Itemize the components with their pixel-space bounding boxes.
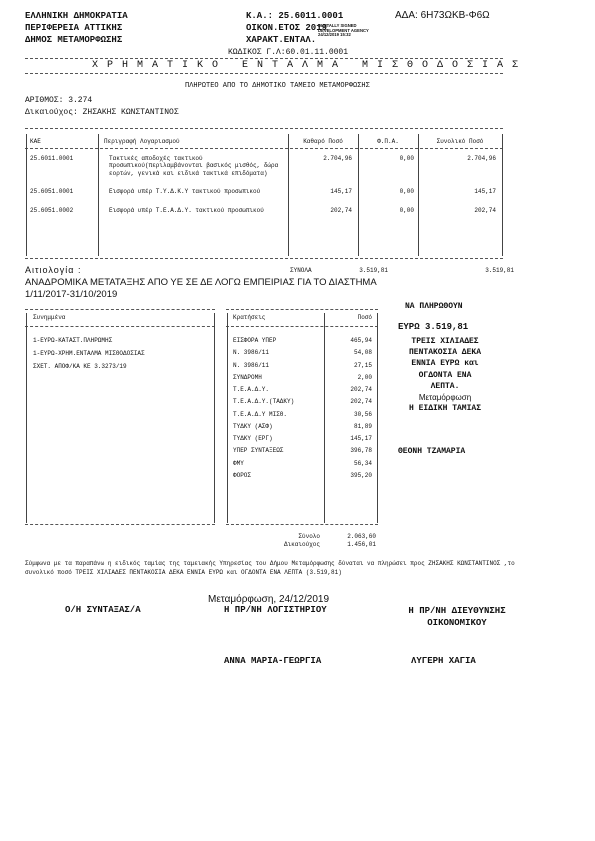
payable-words-line: ΠΕΝΤΑΚΟΣΙΑ ΔΕΚΑ xyxy=(408,348,481,358)
authority-line: ΠΕΡΙΦΕΡΕΙΑ ΑΤΤΙΚΗΣ xyxy=(25,23,123,33)
col-line xyxy=(214,313,215,523)
document-title: ΧΡΗΜΑΤΙΚΟ ΕΝΤΑΛΜΑ ΜΙΣΘΟΔΟΣΙΑΣ xyxy=(92,60,528,71)
payable-words-line: ΛΕΠΤΑ. xyxy=(430,381,460,391)
deduction-amount: 202,74 xyxy=(350,398,372,406)
table-top-border xyxy=(25,128,503,129)
deduction-amount: 30,56 xyxy=(353,410,372,418)
deduction-amount: 145,17 xyxy=(350,435,372,442)
authority-line: ΕΛΛΗΝΙΚΗ ΔΗΜΟΚΡΑΤΙΑ xyxy=(25,11,128,21)
col-line xyxy=(418,134,419,256)
deduction-name: ΣΥΝΔΡΟΜΗ xyxy=(233,373,262,381)
deduction-name: ΤΥΔΚΥ (ΕΡΓ) xyxy=(233,435,273,442)
deduction-name: ΥΠΕΡ ΣΥΝΤΑΞΕΩΣ xyxy=(233,447,284,455)
signature-composer: Ο/Η ΣΥΝΤΑΞΑΣ/Α xyxy=(65,605,141,615)
totals-label: ΣΥΝΟΛΑ xyxy=(290,267,312,274)
deduction-amount: 202,74 xyxy=(350,386,372,393)
stamp-line: DIGITALLY SIGNED xyxy=(318,23,357,28)
deduction-name: Τ.Ε.Α.Δ.Υ.(ΤΑΔΚΥ) xyxy=(233,398,295,406)
divider xyxy=(25,73,503,74)
payable-words-line: ΟΓΔΟΝΤΑ ΕΝΑ xyxy=(418,370,472,380)
col-line xyxy=(26,134,27,256)
col-line xyxy=(26,313,27,523)
deduction-amount: 2,00 xyxy=(357,373,372,381)
deduction-amount: 396,78 xyxy=(350,447,372,455)
header-vat: Φ.Π.Α. xyxy=(377,138,399,145)
authority-line: ΔΗΜΟΣ ΜΕΤΑΜΟΡΦΩΣΗΣ xyxy=(25,35,123,45)
total-cell: 145,17 xyxy=(474,188,496,195)
deduction-amount: 56,34 xyxy=(353,459,372,467)
payable-words xyxy=(390,336,500,414)
header-net: Καθαρό Ποσό xyxy=(303,138,343,145)
list-item: ΣΧΕΤ. ΑΠΟΦ/ΚΑ ΚΕ 3.3273/19 xyxy=(33,363,127,370)
dikaiouxos-label: Δικαιούχος xyxy=(283,541,320,548)
authority-block xyxy=(25,10,128,46)
ada-code: ΑΔΑ: 6Η73ΩΚΒ-Φ6Ω xyxy=(395,10,490,21)
header-total: Συνολικό Ποσό xyxy=(436,138,484,145)
ka-code: Κ.Α.: 25.6011.0001 xyxy=(246,11,344,21)
attachments-header: Συνημμένα xyxy=(33,314,66,321)
description-cell: Τακτικές αποδοχές τακτικού προσωπικού(περιλαμβάνονται βασικός μισθός, δώρα εορτών, γενικά και ειδικά τακτικά επιδόματα) xyxy=(109,155,279,177)
aitiologia-label: Αιτιολογία : xyxy=(25,265,82,275)
payable-words-line: ΤΡΕΙΣ ΧΙΛΙΑΔΕΣ xyxy=(411,337,479,346)
deductions-top-border xyxy=(226,309,378,310)
deduction-name: Τ.Ε.Α.Δ.Υ ΜΙΣΘ. xyxy=(233,410,288,418)
deductions-header-amount: Ποσό xyxy=(357,314,372,321)
net-cell: 145,17 xyxy=(330,188,352,195)
warrant-number: ΑΡΙΘΜΟΣ: 3.274 xyxy=(25,96,93,105)
deduction-name: ΤΥΔΚΥ (ΑΣΦ) xyxy=(233,422,273,430)
deduction-name: ΕΙΣΦΟΡΑ ΥΠΕΡ xyxy=(233,337,277,344)
net-cell: 2.704,96 xyxy=(323,155,352,162)
accounting-signer-name: ΑΝΝΑ ΜΑΡΙΑ-ΓΕΩΡΓΙΑ xyxy=(224,656,322,666)
deduction-name: Ν. 3986/11 xyxy=(233,349,270,357)
col-line xyxy=(358,134,359,256)
stamp-line: 24/12/2019 15:32 xyxy=(318,32,351,38)
net-cell: 202,74 xyxy=(330,207,352,214)
vat-cell: 0,00 xyxy=(399,155,414,162)
col-line xyxy=(377,313,378,523)
deductions-bottom-border xyxy=(226,524,378,525)
deduction-name: Τ.Ε.Α.Δ.Υ. xyxy=(233,386,270,393)
table-bottom-border xyxy=(25,258,503,259)
col-line xyxy=(502,134,503,256)
signature-accounting: Η ΠΡ/ΝΗ ΛΟΓΙΣΤΗΡΙΟΥ xyxy=(224,605,327,615)
kae-cell: 25.6051.0002 xyxy=(30,207,74,214)
description-cell: Εισφορά υπέρ Τ.Ε.Α.Δ.Υ. τακτικού προσωπικού xyxy=(109,207,264,214)
payable-from: ΠΛΗΡΩΤΕΟ ΑΠΟ ΤΟ ΔΗΜΟΤΙΚΟ ΤΑΜΕΙΟ ΜΕΤΑΜΟΡΦΩΣΗΣ xyxy=(185,82,370,90)
aitiologia-text: ΑΝΑΔΡΟΜΙΚΑ ΜΕΤΑΤΑΞΗΣ ΑΠΟ ΥΕ ΣΕ ΔΕ ΛΟΓΩ ΕΜΠΕΙΡΙΑΣ ΓΙΑ ΤΟ ΔΙΑΣΤΗΜΑ xyxy=(25,277,377,288)
deduction-amount: 27,15 xyxy=(353,361,372,369)
aitiologia-dates: 1/11/2017-31/10/2019 xyxy=(25,289,118,300)
kae-cell: 25.6011.0001 xyxy=(30,155,74,162)
col-line xyxy=(98,134,99,256)
deductions-header-name: Κρατήσεις xyxy=(233,314,266,321)
list-item: 1-ΕΥΡΩ-ΧΡΗΜ.ΕΝΤΑΛΜΑ ΜΙΣΘΟΔΟΣΙΑΣ xyxy=(33,350,145,357)
deduction-amount: 81,89 xyxy=(353,422,372,430)
col-line xyxy=(288,134,289,256)
total-cell: 202,74 xyxy=(474,207,496,214)
deduction-amount: 465,94 xyxy=(350,337,372,344)
dikaiouxos-value: 1.456,01 xyxy=(347,541,376,548)
attachments-header-border xyxy=(25,326,215,327)
col-line xyxy=(324,313,325,523)
authorization-statement: Σύμφωνα με τα παραπάνω η ειδικός ταμίας της ταμειακής Υπηρεσίας του Δήμου Μεταμόρφωσης δύναται να πληρώσει προς ΖΗΣΑΚΗΣ ΚΩΝΣΤΑΝΤΙΝΟΣ ,το συνολικό ποσό ΤΡΕΙΣ ΧΙΛΙΑΔΕΣ ΠΕΝΤΑΚΟΣΙΑ ΔΕΚΑ ΕΝΝΙΑ ΕΥΡΩ και ΟΓΔΟΝΤΑ ΕΝΑ ΛΕΠΤΑ (3.519,81) xyxy=(25,560,515,576)
kae-cell: 25.6051.0001 xyxy=(30,188,74,195)
deductions-header-border xyxy=(226,326,378,327)
beneficiary: Δικαιούχος: ΖΗΣΑΚΗΣ ΚΩΝΣΤΑΝΤΙΝΟΣ xyxy=(25,108,179,117)
table-header-border xyxy=(25,148,503,149)
deductions-total-value: 2.063,60 xyxy=(347,533,376,540)
totals-total: 3.519,81 xyxy=(485,267,514,274)
description-cell: Εισφορά υπέρ Τ.Υ.Δ.Κ.Υ τακτικού προσωπικού xyxy=(109,188,261,195)
col-line xyxy=(227,313,228,523)
deduction-amount: 54,08 xyxy=(353,349,372,357)
attachments-top-border xyxy=(25,309,215,310)
header-description: Περιγραφή Λογαριασμού xyxy=(104,138,180,145)
payable-words-line: ΕΝΝΙΑ ΕΥΡΩ και xyxy=(411,359,479,369)
deduction-name: Ν. 3986/11 xyxy=(233,361,270,369)
deductions-total-label: Σύνολο xyxy=(298,533,320,540)
director-signer-name: ΛΥΓΕΡΗ ΧΑΓΙΑ xyxy=(411,656,476,666)
cashier-role: Η ΕΙΔΙΚΗ ΤΑΜΙΑΣ xyxy=(408,404,481,414)
totals-net: 3.519,81 xyxy=(359,267,388,274)
fiscal-year: ΟΙΚΟΝ.ΕΤΟΣ 2019 xyxy=(246,23,328,33)
header-kae: ΚΑΕ xyxy=(30,138,41,145)
divider xyxy=(25,58,503,59)
gl-code: ΚΩΔΙΚΟΣ Γ.Λ:60.01.11.0001 xyxy=(228,48,349,57)
payable-amount: ΕΥΡΩ 3.519,81 xyxy=(398,322,469,332)
digital-stamp xyxy=(318,24,369,38)
director-title: Η ΠΡ/ΝΗ ΔΙΕΥΘΥΝΣΗΣ xyxy=(408,606,506,616)
stamp-line: DEVELOPMENT AGENCY xyxy=(318,27,369,33)
warrant-type: ΧΑΡΑΚΤ.ΕΝΤΑΛ. xyxy=(246,35,317,45)
deduction-name: ΦΜΥ xyxy=(233,459,244,467)
total-cell: 2.704,96 xyxy=(467,155,496,162)
date-place: Μεταμόρφωση, 24/12/2019 xyxy=(208,594,330,605)
payable-place: Μεταμόρφωση xyxy=(418,393,472,403)
payable-label: ΝΑ ΠΛΗΡΩΘΟΥΝ xyxy=(405,302,463,311)
deduction-name: ΦΟΡΟΣ xyxy=(233,471,252,479)
vat-cell: 0,00 xyxy=(399,207,414,214)
signature-director xyxy=(392,605,522,629)
vat-cell: 0,00 xyxy=(399,188,414,195)
attachments-bottom-border xyxy=(25,524,215,525)
deduction-amount: 395,20 xyxy=(350,471,372,479)
list-item: 1-ΕΥΡΩ-ΚΑΤΑΣΤ.ΠΛΗΡΩΜΗΣ xyxy=(33,337,113,344)
director-dept: ΟΙΚΟΝΟΜΙΚΟΥ xyxy=(427,618,487,628)
cashier-name: ΘΕΟΝΗ ΤΖΑΜΑΡΙΑ xyxy=(398,447,466,456)
